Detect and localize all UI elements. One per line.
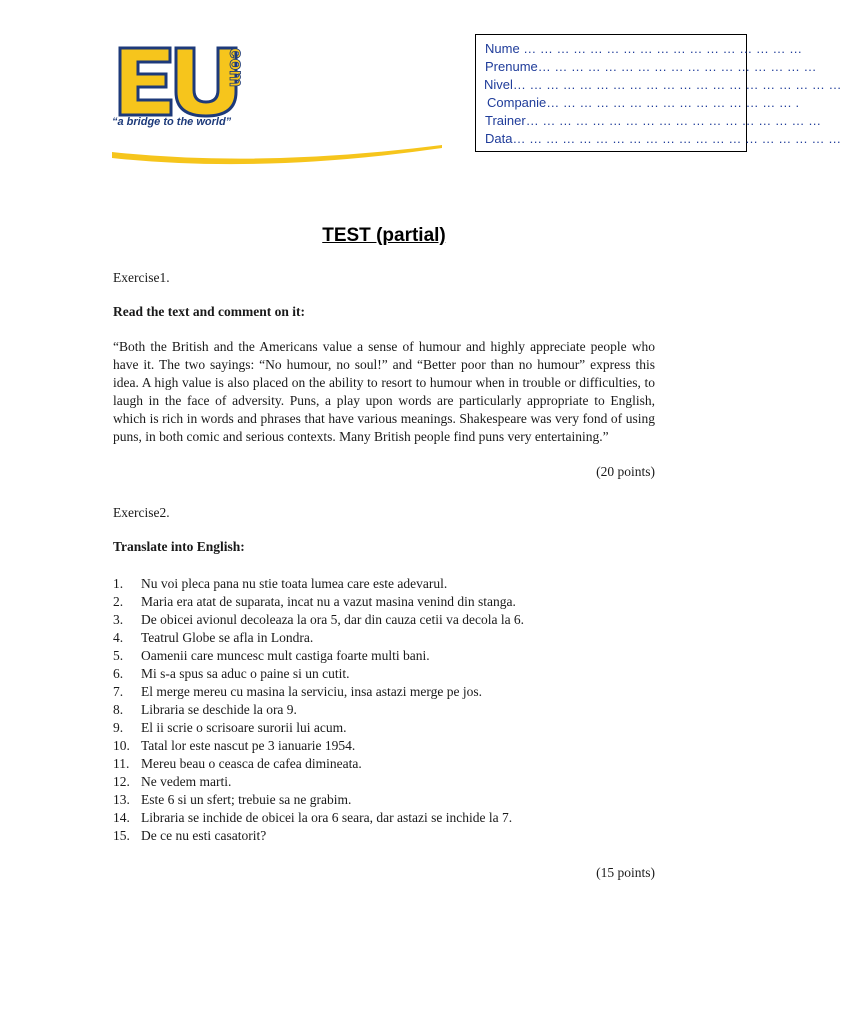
item-number: 9. [113,720,124,735]
item-number: 12. [113,774,130,789]
field-dots: … … … … … … … … … … … … … … … … … [519,41,803,56]
field-label: Prenume [485,59,538,74]
list-item [113,683,655,701]
list-item [113,755,655,773]
test-content [113,270,655,881]
field-label: Nume [485,41,520,56]
field-label: Data [485,131,513,146]
list-item [113,593,655,611]
item-number: 1. [113,576,124,591]
exercise1-points: (20 points) [596,464,655,479]
item-number: 13. [113,792,130,807]
item-text: Teatrul Globe se afla in Londra. [141,630,314,645]
field-label: Trainer [485,113,526,128]
exercise1-instruction: Read the text and comment on it: [113,304,305,319]
exercise2-points: (15 points) [596,865,655,880]
list-item [113,827,655,845]
item-number: 3. [113,612,124,627]
student-info-box [475,34,842,152]
field-nivel[interactable] [476,76,842,94]
list-item [113,629,655,647]
list-item [113,575,655,593]
item-number: 8. [113,702,124,717]
item-text: Oamenii care muncesc mult castiga foarte multi bani. [141,648,430,663]
field-prenume[interactable] [476,58,817,76]
field-companie[interactable] [476,94,800,112]
item-number: 11. [113,756,130,771]
exercise2-instruction: Translate into English: [113,539,245,554]
item-text: Libraria se deschide la ora 9. [141,702,297,717]
item-text: Tatal lor este nascut pe 3 ianuarie 1954. [141,738,356,753]
item-text: Mi s-a spus sa aduc o paine si un cutit. [141,666,350,681]
list-item [113,647,655,665]
field-dots: … … … … … … … … … … … … … … … … … … [525,113,822,128]
list-item [113,737,655,755]
translation-list [113,575,655,845]
field-dots: … … … … … … … … … … … … … … … . [546,95,800,110]
item-number: 4. [113,630,124,645]
item-text: El ii scrie o scrisoare surorii lui acum. [141,720,347,735]
item-text: Ne vedem marti. [141,774,232,789]
list-item [113,719,655,737]
list-item [113,773,655,791]
exercise1-label: Exercise1. [113,270,170,285]
logo-tagline: “a bridge to the world” [112,116,232,128]
logo-com-text: com [225,48,246,88]
page-title: TEST (partial) [322,225,446,246]
item-text: De ce nu esti casatorit? [141,828,267,843]
field-dots: … … … … … … … … … … … … … … … … … … … … [512,131,842,146]
field-dots: … … … … … … … … … … … … … … … … … … … … [512,77,842,92]
item-text: Nu voi pleca pana nu stie toata lumea care este adevarul. [141,576,448,591]
item-text: Maria era atat de suparata, incat nu a vazut masina venind din stanga. [141,594,516,609]
item-number: 6. [113,666,124,681]
item-number: 15. [113,828,130,843]
list-item [113,611,655,629]
item-number: 14. [113,810,130,825]
item-number: 5. [113,648,124,663]
item-number: 2. [113,594,124,609]
item-number: 7. [113,684,124,699]
company-logo [112,40,442,180]
list-item [113,665,655,683]
item-number: 10. [113,738,130,753]
item-text: De obicei avionul decoleaza la ora 5, dar din cauza cetii va decola la 6. [141,612,525,627]
list-item [113,809,655,827]
list-item [113,701,655,719]
item-text: Libraria se inchide de obicei la ora 6 seara, dar astazi se inchide la 7. [141,810,513,825]
item-text: Mereu beau o ceasca de cafea dimineata. [141,756,362,771]
logo-graphic [112,40,442,180]
field-dots: … … … … … … … … … … … … … … … … … [537,59,817,74]
field-label: Nivel [484,77,513,92]
exercise2-label: Exercise2. [113,505,170,520]
list-item [113,791,655,809]
field-nume[interactable] [476,40,803,58]
item-text: Este 6 si un sfert; trebuie sa ne grabim. [141,792,352,807]
field-label: Companie [487,95,547,110]
field-data[interactable] [476,130,842,148]
field-trainer[interactable] [476,112,822,130]
item-text: El merge mereu cu masina la serviciu, insa astazi merge pe jos. [141,684,483,699]
exercise1-text: “Both the British and the Americans value a sense of humour and highly appreciate people who have it. The two sayings: “No humour, no soul!” and “Better poor than no humour” express this idea. A high value is also placed on the ability to resort to humour when in trouble or difficulties, to laugh in the face of adversity. Puns, a play upon words are particularly appropriate to English, which is rich in words and phrases that have various meanings. Shakespeare was very fond of using puns, in both comic and serious contexts. Many British people find puns very entertaining.” [113,339,655,444]
